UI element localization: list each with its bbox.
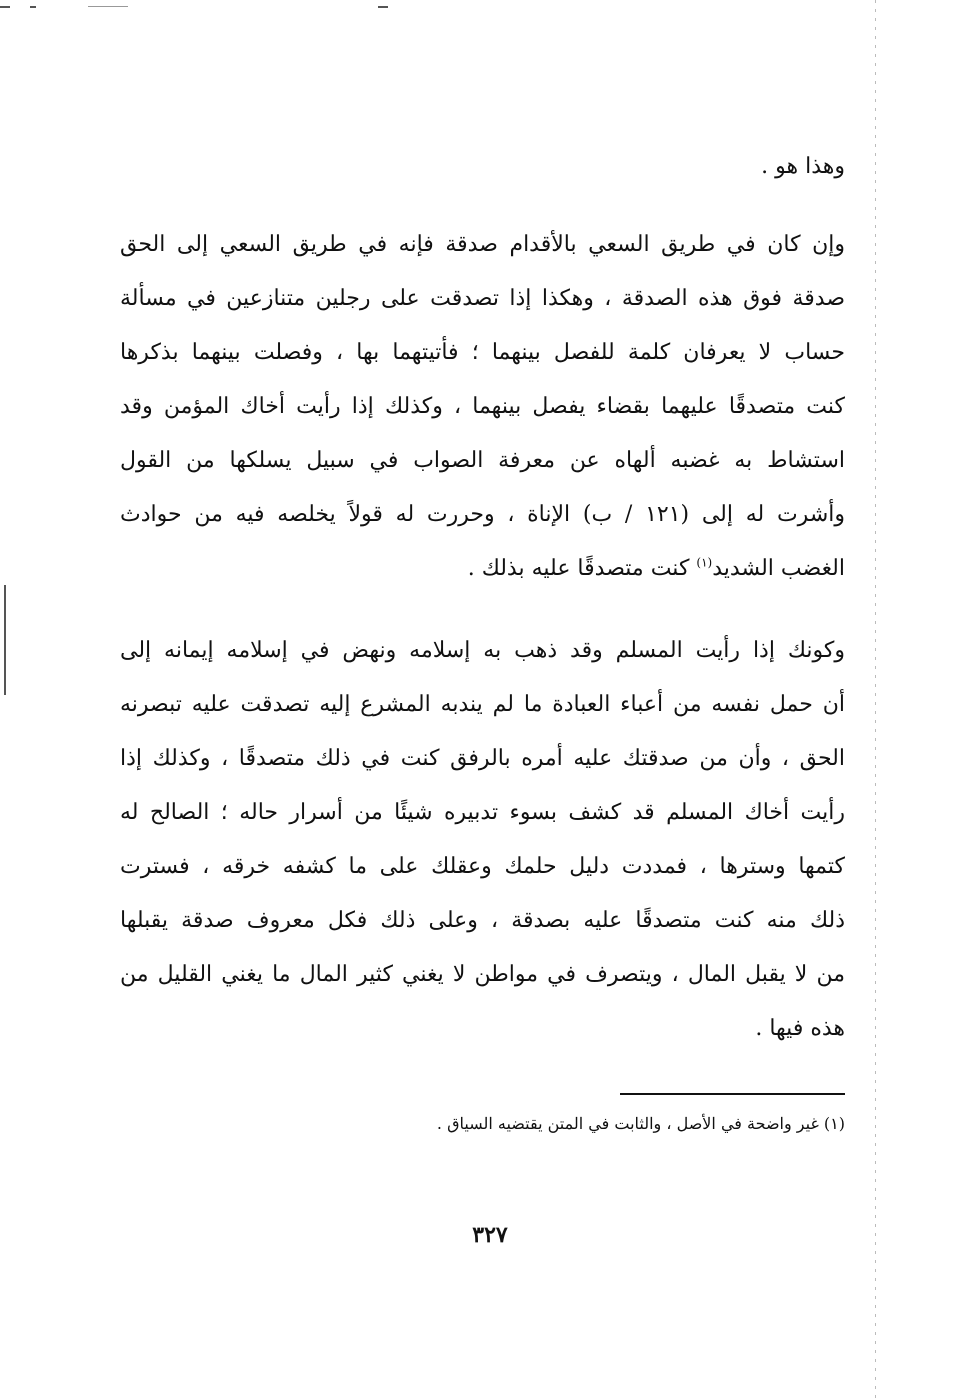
footnote-marker: (١) <box>823 1114 845 1133</box>
text-line: كنت متصدقًا عليهما بقضاء يفصل بينهما ، وكذلك إذا رأيت أخاك المؤمن وقد <box>120 394 845 419</box>
text-line: ذلك منه كنت متصدقًا عليه بصدقة ، وعلى ذلك فكل معروف صدقة يقبلها <box>120 908 845 933</box>
text-line: صدقة فوق هذه الصدقة ، وهكذا إذا تصدقت على رجلين متنازعين في مسألة <box>120 286 845 311</box>
scan-edge-mark <box>378 6 388 8</box>
scan-margin-dots <box>875 0 876 1398</box>
scan-margin-line <box>4 585 6 695</box>
paragraph-gap <box>120 596 845 624</box>
paragraph-gap <box>120 194 845 218</box>
text-line: رأيت أخاك المسلم قد كشف بسوء تدبيره شيئًا من أسرار حاله ؛ الصالح له <box>120 800 845 825</box>
text-line <box>120 542 845 596</box>
paragraph-2 <box>120 624 845 1056</box>
text-line: استشاط به غضبه ألهاه عن معرفة الصواب في سبيل يسلكها من القول <box>120 448 845 473</box>
footnote-separator <box>620 1093 845 1095</box>
opening-line: وهذا هو . <box>761 154 845 179</box>
text-line: وكونك إذا رأيت المسلم وقد ذهب به إسلامه ونهض في إسلامه إيمانه إلى <box>120 638 845 663</box>
page-number: ٣٢٧ <box>472 1222 508 1248</box>
footnote <box>437 1108 845 1140</box>
text-segment: كنت متصدقًا عليه بذلك . <box>467 556 697 581</box>
text-line: كتمها وسترها ، فمددت دليل حلمك وعقلك على ما كشفه خرقه ، فسترت <box>120 854 845 879</box>
scan-edge-mark <box>0 6 10 8</box>
text-line: من لا يقبل المال ، ويتصرف في مواطن لا يغني كثير المال ما يغني القليل من <box>120 962 845 987</box>
paragraph-1 <box>120 218 845 596</box>
scan-edge-mark <box>88 6 128 7</box>
text-segment: الغضب الشديد <box>712 556 845 581</box>
text-line: أن حمل نفسه من أعباء العبادة ما لم يندبه المشرع إليه تصدقت عليه تبصرنه <box>120 692 845 717</box>
text-line: وأشرت له إلى (١٢١ / ب) الإناة ، وحررت له قولاً يخلصه فيه من حوادث <box>120 502 845 527</box>
text-line: هذه فيها . <box>755 1016 845 1041</box>
footnote-text: غير واضحة في الأصل ، والثابت في المتن يقتضيه السياق . <box>436 1114 819 1133</box>
text-line: حساب لا يعرفان كلمة للفصل بينهما ؛ فأتيتهما بها ، وفصلت بينهما بذكرها <box>120 340 845 365</box>
page-body <box>120 140 845 1056</box>
text-line: وإن كان في طريق السعي بالأقدام صدقة فإنه في طريق السعي إلى الحق <box>120 232 845 257</box>
footnote-reference: (١) <box>696 555 713 570</box>
scan-edge-mark <box>30 6 36 8</box>
text-line: الحق ، وأن من صدقتك عليه أمره بالرفق كنت في ذلك متصدقًا ، وكذلك إذا <box>120 746 845 771</box>
